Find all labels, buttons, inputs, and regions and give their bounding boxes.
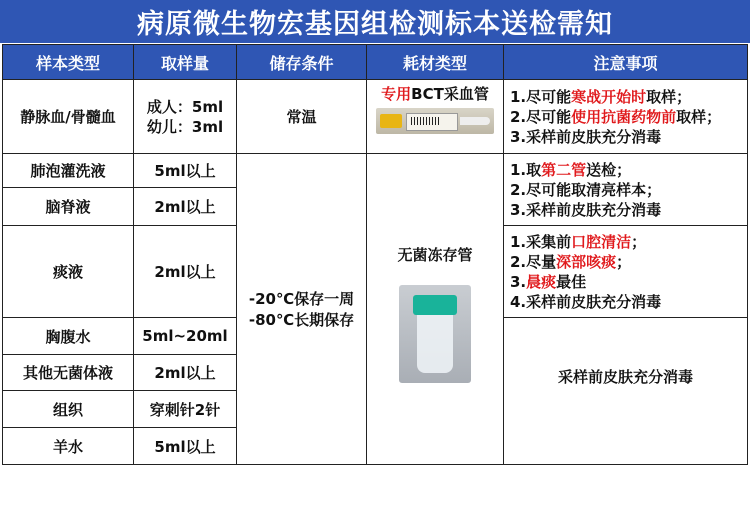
amount-adult: 成人：5ml: [146, 97, 224, 116]
cryo-tube-photo: [399, 285, 471, 383]
amount-cell: 2ml以上: [134, 188, 237, 226]
specimen-table: [2, 44, 748, 465]
table-row: [3, 80, 748, 154]
storage-line: -20℃保存一周: [248, 290, 355, 308]
notes-cell: [504, 80, 748, 154]
notes-cell: 采样前皮肤充分消毒: [504, 318, 748, 465]
amount-cell: 2ml以上: [134, 355, 237, 391]
sample-type-cell: 羊水: [3, 428, 134, 465]
note-line: 2.尽可能取清亮样本；: [510, 180, 662, 199]
amount-cell: 穿刺针2针: [134, 391, 237, 428]
amount-cell: [134, 80, 237, 154]
note-line: 1.尽可能寒战开始时取样；: [510, 87, 692, 106]
sample-type-cell: 组织: [3, 391, 134, 428]
note-line: 2.尽量深部咳痰；: [510, 252, 632, 271]
sample-type-cell: 肺泡灌洗液: [3, 154, 134, 188]
consumable-name: 无菌冻存管: [397, 246, 473, 264]
storage-cell: 常温: [237, 80, 367, 154]
header-storage: 储存条件: [237, 45, 367, 80]
note-line: 1.采集前口腔清洁；: [510, 232, 647, 251]
sample-type-cell: 脑脊液: [3, 188, 134, 226]
amount-child: 幼儿：3ml: [146, 117, 224, 136]
storage-line: -80℃长期保存: [248, 311, 355, 329]
consumable-cell: [367, 80, 504, 154]
header-consumable: 耗材类型: [367, 45, 504, 80]
amount-cell: 5ml以上: [134, 428, 237, 465]
sample-type-cell: 胸腹水: [3, 318, 134, 355]
sample-type-cell: 痰液: [3, 226, 134, 318]
note-line: 2.尽可能使用抗菌药物前取样；: [510, 107, 722, 126]
amount-cell: 5ml~20ml: [134, 318, 237, 355]
table-header-row: [3, 45, 748, 80]
consumable-name: BCT采血管: [411, 85, 489, 103]
note-line: 3.采样前皮肤充分消毒: [510, 200, 662, 219]
sample-type-cell: 静脉血/骨髓血: [3, 80, 134, 154]
consumable-cell: [367, 154, 504, 465]
header-notes: 注意事项: [504, 45, 748, 80]
note-line: 3.采样前皮肤充分消毒: [510, 127, 662, 146]
consumable-prefix: 专用: [381, 85, 412, 103]
header-amount: 取样量: [134, 45, 237, 80]
sample-type-cell: 其他无菌体液: [3, 355, 134, 391]
note-line: 4.采样前皮肤充分消毒: [510, 292, 662, 311]
notes-cell: [504, 154, 748, 226]
notes-cell: [504, 226, 748, 318]
storage-cell: [237, 154, 367, 465]
table-row: [3, 154, 748, 188]
amount-cell: 2ml以上: [134, 226, 237, 318]
bct-tube-photo: [376, 108, 494, 134]
page-title: 病原微生物宏基因组检测标本送检需知: [0, 0, 750, 43]
amount-cell: 5ml以上: [134, 154, 237, 188]
note-line: 1.取第二管送检；: [510, 160, 632, 179]
header-sample-type: 样本类型: [3, 45, 134, 80]
note-line: 3.晨痰最佳: [510, 272, 587, 291]
